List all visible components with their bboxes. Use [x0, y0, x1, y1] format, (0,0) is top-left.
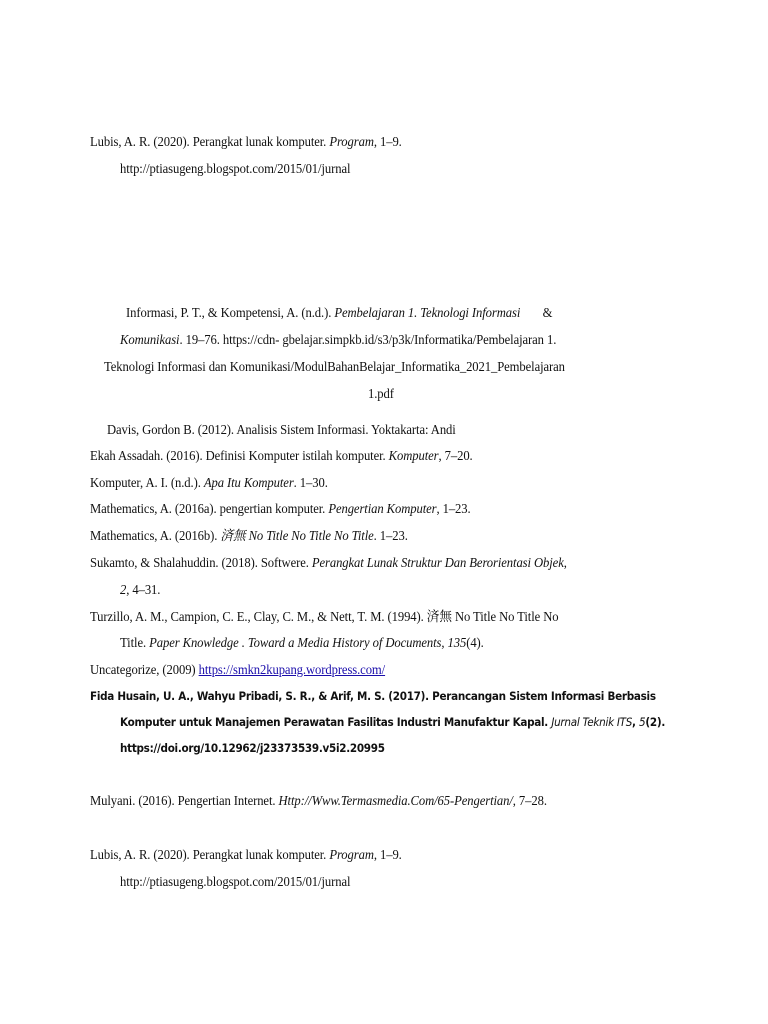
ref-source-italic: Program	[329, 847, 374, 862]
ref-link[interactable]: https://smkn2kupang.wordpress.com/	[198, 662, 386, 677]
ref-pages: . 1–23.	[373, 528, 408, 543]
ref-komputer	[90, 474, 328, 492]
ref-text: Mathematics, A. (2016b).	[90, 528, 221, 543]
ref-davis: Davis, Gordon B. (2012). Analisis Sistem Informasi. Yoktakarta: Andi	[107, 422, 456, 437]
ref-text: ,	[563, 555, 567, 570]
ref-text: ,	[632, 716, 640, 729]
ref-text: Lubis, A. R. (2020). Perangkat lunak komputer.	[90, 847, 330, 862]
ref-source-italic: Pengertian Komputer	[328, 501, 437, 516]
ref-source-italic: Http://Www.Termasmedia.Com/65-Pengertian/	[278, 793, 513, 808]
ref-pages: , 1–9.	[373, 134, 402, 149]
ref-text: ,	[441, 635, 448, 650]
ref-source-italic: Paper Knowledge . Toward a Media History of Documents	[149, 635, 442, 650]
ref-text: Mathematics, A. (2016a). pengertian komputer.	[90, 501, 329, 516]
ref-pages: , 7–28.	[512, 793, 547, 808]
ref-fida-line2	[120, 714, 665, 732]
ref-ampersand: &	[542, 305, 553, 320]
ref-issue: (2).	[645, 716, 665, 729]
ref-issue: (4).	[466, 635, 484, 650]
ref-source-italic: Perangkat Lunak Struktur Dan Berorientasi Objek	[311, 555, 564, 570]
ref-pages: , 1–9.	[373, 847, 402, 862]
ref-title-italic: Komunikasi	[120, 332, 180, 347]
ref-informasi-line2	[120, 331, 556, 349]
ref-lubis-top-line1	[90, 133, 402, 151]
ref-text: Ekah Assadah. (2016). Definisi Komputer istilah komputer.	[90, 448, 389, 463]
ref-text: Mulyani. (2016). Pengertian Internet.	[90, 793, 279, 808]
ref-lubis-bottom-url: http://ptiasugeng.blogspot.com/2015/01/jurnal	[120, 874, 351, 889]
ref-text: Uncategorize, (2009)	[90, 662, 199, 677]
ref-text: . 19–76. https://cdn- gbelajar.simpkb.id/s3/p3k/Informatika/Pembelajaran 1.	[179, 332, 557, 347]
ref-lubis-top-url: http://ptiasugeng.blogspot.com/2015/01/jurnal	[120, 161, 351, 176]
ref-informasi-line1	[126, 304, 552, 322]
ref-text: Lubis, A. R. (2020). Perangkat lunak komputer.	[90, 134, 330, 149]
ref-title-italic: 済無 No Title No Title No Title	[220, 528, 374, 543]
ref-title-italic: Apa Itu Komputer	[203, 475, 294, 490]
ref-mathematics-a	[90, 500, 471, 518]
ref-informasi-line3: Teknologi Informasi dan Komunikasi/ModulBahanBelajar_Informatika_2021_Pembelajaran	[104, 359, 565, 374]
ref-ekah	[90, 447, 473, 465]
ref-source-italic: Jurnal Teknik ITS	[551, 716, 633, 729]
ref-text: Komputer, A. I. (n.d.).	[90, 475, 204, 490]
ref-pages: . 1–30.	[293, 475, 328, 490]
ref-volume-italic: 5	[639, 716, 646, 729]
ref-source-italic: Komputer	[388, 448, 439, 463]
ref-volume-italic: 2	[120, 582, 127, 597]
ref-volume-italic: 135	[447, 635, 467, 650]
ref-text: Sukamto, & Shalahuddin. (2018). Softwere.	[90, 555, 312, 570]
ref-sukamto-line1	[90, 554, 567, 572]
ref-mathematics-b	[90, 527, 408, 545]
ref-fida-line1: Fida Husain, U. A., Wahyu Pribadi, S. R., & Arif, M. S. (2017). Perancangan Sistem Informasi Berbasis	[90, 690, 656, 703]
ref-source-italic: Program	[329, 134, 374, 149]
ref-mulyani	[90, 792, 547, 810]
ref-text: Komputer untuk Manajemen Perawatan Fasilitas Industri Manufaktur Kapal.	[120, 716, 552, 729]
ref-fida-doi: https://doi.org/10.12962/j23373539.v5i2.20995	[120, 742, 385, 755]
ref-turzillo-line2	[120, 634, 484, 652]
ref-informasi-line4: 1.pdf	[368, 386, 394, 401]
ref-sukamto-line2	[120, 581, 160, 599]
ref-pages: , 7–20.	[438, 448, 473, 463]
ref-text: Title.	[120, 635, 150, 650]
ref-turzillo-line1: Turzillo, A. M., Campion, C. E., Clay, C. M., & Nett, T. M. (1994). 済無 No Title No Title No	[90, 609, 559, 624]
ref-pages: , 1–23.	[436, 501, 471, 516]
ref-lubis-bottom-line1	[90, 846, 402, 864]
ref-text: Informasi, P. T., & Kompetensi, A. (n.d.).	[126, 305, 335, 320]
ref-uncategorize	[90, 661, 385, 679]
ref-pages: , 4–31.	[126, 582, 161, 597]
ref-title-italic: Pembelajaran 1. Teknologi Informasi	[334, 305, 521, 320]
